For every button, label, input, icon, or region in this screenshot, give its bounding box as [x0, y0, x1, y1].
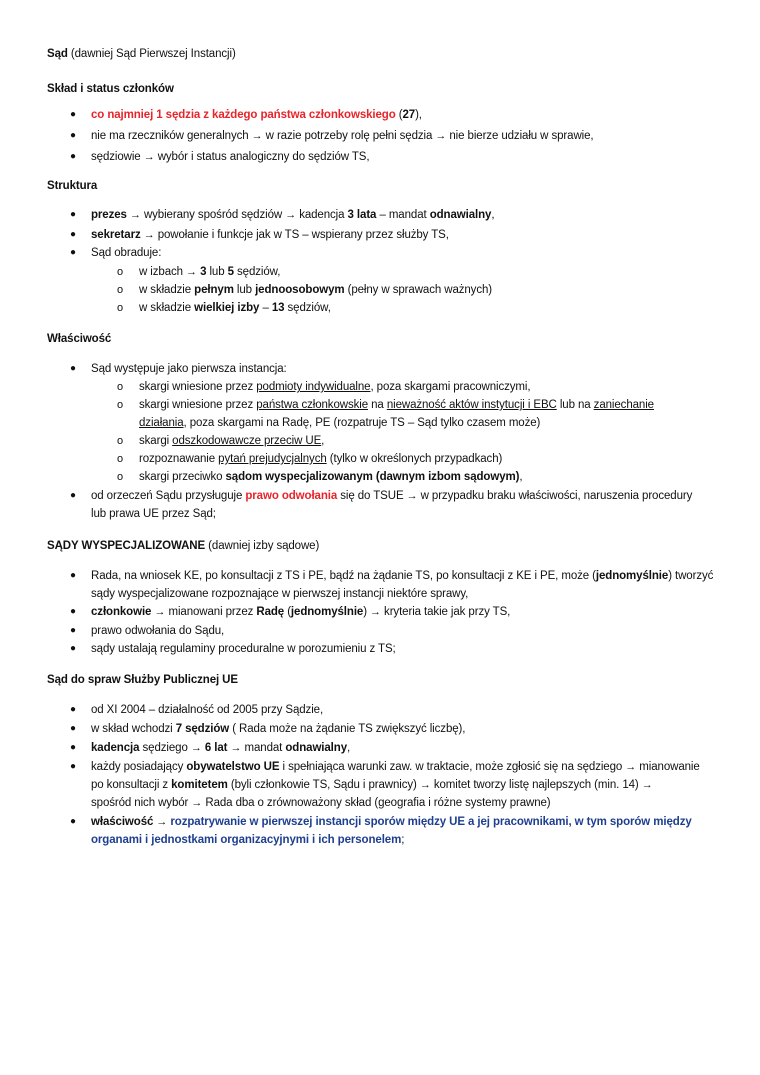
text-bold: prezes [91, 209, 127, 221]
text: , poza skargami pracowniczymi, [370, 381, 531, 393]
list-item [70, 226, 731, 244]
text: mandat [241, 742, 286, 754]
heading-sad-bold: Sąd [47, 48, 68, 60]
text: komitet tworzy listę najlepszych (min. 14) [430, 779, 642, 791]
heading-sad [47, 45, 727, 63]
text: , [347, 742, 351, 754]
text: ( [284, 606, 291, 618]
text-bold: właściwość [91, 816, 154, 828]
list-item [70, 567, 731, 585]
list-item [70, 813, 731, 831]
arrow-icon: → [406, 490, 418, 502]
bullet-icon: ● [70, 816, 76, 827]
bullet-icon: ● [70, 109, 76, 120]
text: lub prawa UE przez Sąd; [91, 508, 216, 520]
arrow-icon: → [129, 209, 141, 221]
list-item [70, 758, 731, 776]
arrow-icon: → [143, 229, 155, 241]
text: po konsultacji z [91, 779, 172, 791]
text-bold: jednomyślnie [595, 570, 669, 582]
heading-sad-rest: (dawniej Sąd Pierwszej Instancji) [67, 48, 236, 60]
sub-bullet-icon: o [116, 435, 124, 447]
bullet-icon: ● [70, 704, 76, 715]
text: , poza skargami na Radę, PE (rozpatruje TS – Sąd tylko czasem może) [183, 417, 541, 429]
text-bold: sekretarz [91, 229, 141, 241]
sub-list-item [116, 263, 739, 281]
text-underlined: działania [139, 417, 184, 429]
highlight-blue: rozpatrywanie w pierwszej instancji sporów między UE a jej pracownikami, w tym sporów między [167, 816, 692, 828]
text-underlined: państwa członkowskie [256, 399, 369, 411]
text-underlined: nieważność aktów instytucji i EBC [386, 399, 557, 411]
arrow-icon: → [641, 779, 653, 791]
text: sędziego [139, 742, 191, 754]
text-bold: członkowie [91, 606, 152, 618]
list-item [70, 206, 731, 224]
arrow-icon: → [251, 130, 263, 142]
text: na [368, 399, 387, 411]
text: Sąd obraduje: [91, 247, 162, 259]
sub-bullet-icon: o [116, 399, 124, 411]
text: sądy wyspecjalizowane rozpoznające w pierwszej instancji niektóre sprawy, [91, 588, 469, 600]
sub-list-item [116, 468, 739, 486]
text-bold: kadencja [91, 742, 140, 754]
text: ( Rada może na żądanie TS zwiększyć liczbę), [229, 723, 466, 735]
text: mianowani przez [165, 606, 257, 618]
list-item-continuation [91, 505, 731, 523]
text: sądy ustalają regulaminy proceduralne w porozumieniu z TS; [91, 643, 396, 655]
text: nie ma rzeczników generalnych [91, 130, 252, 142]
bullet-icon: ● [70, 130, 76, 141]
text: od orzeczeń Sądu przysługuje [91, 490, 246, 502]
sub-bullet-icon: o [116, 381, 124, 393]
text-bold: jednomyślnie [290, 606, 364, 618]
text: – mandat [376, 209, 430, 221]
text-bold: 7 sędziów [175, 723, 230, 735]
sub-bullet-icon: o [116, 266, 124, 278]
bullet-icon: ● [70, 643, 76, 654]
text: kryteria takie jak przy TS, [380, 606, 511, 618]
text: w izbach [139, 266, 187, 278]
text: lub na [556, 399, 594, 411]
bullet-icon: ● [70, 363, 76, 374]
arrow-icon: → [435, 130, 447, 142]
sub-list-item [116, 432, 739, 450]
text: się do TSUE [337, 490, 407, 502]
text: (pełny w sprawach ważnych) [344, 284, 493, 296]
text: (tylko w określonych przypadkach) [326, 453, 503, 465]
sub-bullet-icon: o [116, 284, 124, 296]
text: ) [363, 606, 371, 618]
sub-list-item-continuation [139, 414, 739, 432]
bullet-icon: ● [70, 625, 76, 636]
text: ) tworzyć [668, 570, 714, 582]
list-item [70, 720, 731, 738]
text: w razie potrzeby rolę pełni sędzia [262, 130, 436, 142]
arrow-icon: → [156, 816, 168, 828]
section-title-sluzba: Sąd do spraw Służby Publicznej UE [47, 674, 238, 686]
arrow-icon: → [154, 606, 166, 618]
text: powołanie i funkcje jak w TS – wspierany przez służby TS, [154, 229, 449, 241]
list-item [70, 360, 731, 378]
list-item [70, 701, 731, 719]
arrow-icon: → [230, 742, 242, 754]
arrow-icon: → [186, 266, 197, 278]
text-underlined: zaniechanie [593, 399, 654, 411]
text: spośród nich wybór [91, 797, 192, 809]
text: od XI 2004 – działalność od 2005 przy Sądzie, [91, 704, 324, 716]
bullet-icon: ● [70, 151, 76, 162]
list-item [70, 622, 731, 640]
text-underlined: odszkodowawcze przeciw UE [172, 435, 322, 447]
list-item-continuation [91, 585, 731, 603]
highlight-red: prawo odwołania [245, 490, 338, 502]
text: i spełniająca warunki zaw. w traktacie, może zgłosić się na sędziego [279, 761, 626, 773]
text-bold: komitetem [171, 779, 228, 791]
sub-list-item [116, 299, 739, 317]
text: sędziowie [91, 151, 144, 163]
text: , [321, 435, 325, 447]
section-title-sklad: Skład i status członków [47, 83, 174, 95]
bullet-icon: ● [70, 742, 76, 753]
section-title-sady [47, 537, 727, 555]
text-bold: 27 [402, 109, 416, 121]
text: w składzie [139, 302, 195, 314]
text-bold: jednoosobowym [255, 284, 345, 296]
list-item [70, 244, 731, 262]
text: prawo odwołania do Sądu, [91, 625, 225, 637]
text-bold: sądom wyspecjalizowanym (dawnym izbom sądowym) [225, 471, 520, 483]
text-bold: Radę [256, 606, 285, 618]
text-bold: 6 lat [204, 742, 228, 754]
text-bold: odnawialny [285, 742, 347, 754]
text: kadencja [296, 209, 348, 221]
text-bold: obywatelstwo UE [186, 761, 280, 773]
sub-bullet-icon: o [116, 453, 124, 465]
text: rozpoznawanie [139, 453, 219, 465]
list-item [70, 127, 731, 145]
sub-list-item [116, 396, 739, 414]
sub-list-item [116, 281, 739, 299]
arrow-icon: → [190, 742, 202, 754]
text: , [491, 209, 495, 221]
sub-bullet-icon: o [116, 471, 124, 483]
list-item [70, 487, 731, 505]
text-bold: odnawialny [429, 209, 492, 221]
bullet-icon: ● [70, 229, 76, 240]
text: wybierany spośród sędziów [140, 209, 286, 221]
text: ; [401, 834, 405, 846]
list-item [70, 106, 731, 124]
list-item [70, 148, 731, 166]
arrow-icon: → [285, 209, 297, 221]
arrow-icon: → [370, 606, 381, 618]
list-item [70, 603, 731, 621]
text-bold: 5 [227, 266, 234, 278]
text-bold: 13 [271, 302, 285, 314]
arrow-icon: → [143, 151, 155, 163]
text-underlined: podmioty indywidualne [256, 381, 371, 393]
text: Sąd występuje jako pierwsza instancja: [91, 363, 287, 375]
text: Rada dba o zrównoważony skład (geografia i różne systemy prawne) [202, 797, 551, 809]
section-title-sady-bold: SĄDY WYSPECJALIZOWANE [47, 540, 206, 552]
bullet-icon: ● [70, 761, 76, 772]
arrow-icon: → [191, 797, 203, 809]
bullet-icon: ● [70, 606, 76, 617]
text-bold: wielkiej izby [194, 302, 260, 314]
sub-list-item [116, 450, 739, 468]
text: lub [233, 284, 256, 296]
text: nie bierze udziału w sprawie, [446, 130, 594, 142]
text-bold: 3 [200, 266, 207, 278]
bullet-icon: ● [70, 247, 76, 258]
list-item-continuation [91, 776, 731, 794]
bullet-icon: ● [70, 723, 76, 734]
text-underlined: pytań prejudycjalnych [218, 453, 327, 465]
section-title-struktura: Struktura [47, 180, 98, 192]
arrow-icon: → [419, 779, 431, 791]
text: każdy posiadający [91, 761, 187, 773]
text: ), [415, 109, 422, 121]
text: skargi [139, 435, 173, 447]
text: Rada, na wniosek KE, po konsultacji z TS i PE, bądź na żądanie TS, po konsultacji z KE i PE, może ( [91, 570, 596, 582]
text: (byli członkowie TS, Sądu i prawnicy) [227, 779, 420, 791]
text: lub [206, 266, 228, 278]
text: – [259, 302, 272, 314]
sub-list-item [116, 378, 739, 396]
text: skargi wniesione przez [139, 399, 257, 411]
sub-bullet-icon: o [116, 302, 124, 314]
text-bold: 3 lata [347, 209, 377, 221]
text-bold: pełnym [194, 284, 234, 296]
text: skargi wniesione przez [139, 381, 257, 393]
text: mianowanie [636, 761, 700, 773]
section-title-wlasciwosc: Właściwość [47, 333, 112, 345]
list-item [70, 640, 731, 658]
text: w skład wchodzi [91, 723, 176, 735]
text: skargi przeciwko [139, 471, 226, 483]
list-item-continuation [91, 831, 731, 849]
text: sędziów, [284, 302, 331, 314]
text: , [519, 471, 523, 483]
text: ( [395, 109, 403, 121]
bullet-icon: ● [70, 570, 76, 581]
text: w składzie [139, 284, 195, 296]
list-item-continuation [91, 794, 731, 812]
text: sędziów, [233, 266, 281, 278]
bullet-icon: ● [70, 490, 76, 501]
text: (dawniej izby sądowe) [205, 540, 320, 552]
highlight-red: co najmniej 1 sędzia z każdego państwa członkowskiego [91, 109, 396, 121]
bullet-icon: ● [70, 209, 76, 220]
list-item [70, 739, 731, 757]
text: wybór i status analogiczny do sędziów TS, [154, 151, 370, 163]
highlight-blue: organami i jednostkami organizacyjnymi i ich personelem [91, 834, 402, 846]
arrow-icon: → [625, 761, 637, 773]
text: w przypadku braku właściwości, naruszenia procedury [417, 490, 693, 502]
